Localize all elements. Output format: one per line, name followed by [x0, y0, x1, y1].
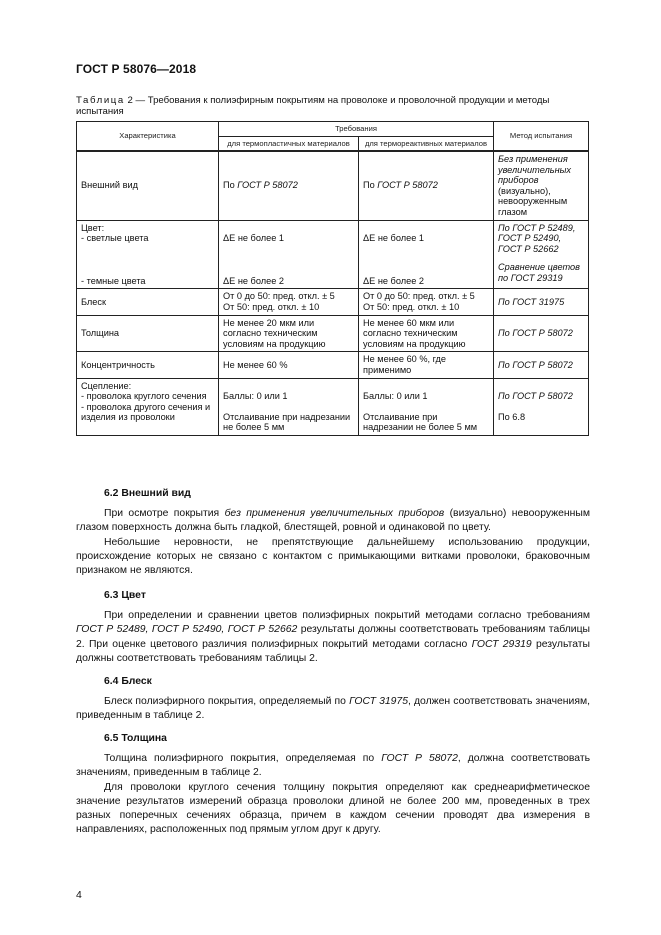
section-title: 6.4 Блеск — [104, 676, 152, 687]
text-run-italic: ГОСТ 31975 — [349, 696, 408, 708]
cell-label: Концентричность — [77, 352, 219, 378]
ref-prefix: По — [363, 180, 378, 191]
cell-req-thermoset — [359, 151, 494, 220]
text-run-italic: ГОСТ 29319 — [471, 638, 532, 650]
adhesion-other-req: Отслаивание при надрезании не более 5 мм — [223, 411, 351, 433]
text-run: , должна соответствовать значениям, приведенным в таблице 2. — [76, 753, 591, 779]
header-method: Метод испытания — [494, 122, 589, 152]
cell-req-thermoplastic — [219, 289, 359, 315]
adhesion-other-method — [498, 412, 584, 423]
gloss-req2-b: От 50: пред. откл. ± 10 — [363, 301, 460, 312]
text-run: результаты должны соответствовать требованиям таблицы 2. При оценке цветового различия полиэфирных покрытий методами согласно — [76, 624, 590, 650]
table-row-color — [77, 220, 589, 289]
text-run: результаты должны соответствовать требованиям таблицы 2. — [76, 638, 590, 664]
color-light-label: - светлые цвета — [81, 233, 149, 244]
text-run: Блеск полиэфирного покрытия, определяемый по — [104, 696, 350, 708]
color-dark-method: Сравнение цветов по ГОСТ 29319 — [498, 262, 580, 283]
adhesion-other-req2: Отслаивание при надрезании не более 5 мм — [363, 411, 478, 433]
cell-method — [494, 151, 589, 220]
text-run: При определении и сравнении цветов полиэфирных покрытий методами согласно требованиям — [104, 610, 590, 622]
text-run: При осмотре покрытия — [104, 508, 225, 520]
section-6-3 — [76, 589, 590, 666]
table-row-appearance — [77, 151, 589, 220]
color-light-method: По ГОСТ Р 52489, ГОСТ Р 52490, ГОСТ Р 52662 — [498, 222, 576, 254]
cell-req-thermoplastic — [219, 220, 359, 289]
text-run-italic: без применения увеличительных приборов — [224, 508, 445, 520]
page-number: 4 — [76, 890, 82, 901]
cell-req-thermoset: Не менее 60 мкм или согласно техническим условиям на продукцию — [359, 315, 494, 352]
gloss-req-a: От 0 до 50: пред. откл. ± 5 — [223, 291, 335, 302]
gloss-req2-a: От 0 до 50: пред. откл. ± 5 — [363, 291, 475, 302]
adhesion-round-method: По ГОСТ Р 58072 — [498, 391, 573, 402]
method-plain: (визуально), невооруженным глазом — [498, 185, 568, 217]
cell-method: По ГОСТ Р 58072 — [494, 315, 589, 352]
header-characteristic: Характеристика — [77, 122, 219, 152]
cell-req-thermoset — [359, 289, 494, 315]
standard-ref: ГОСТ Р 58072 — [237, 180, 298, 191]
table-caption — [76, 95, 591, 117]
ref-prefix: По — [223, 180, 238, 191]
adhesion-round-label: - проволока круглого сечения — [81, 391, 207, 402]
adhesion-label: Сцепление: — [81, 380, 132, 391]
text-run: (визуально) невооруженным глазом поверхность должна быть гладкой, блестящей, ровной и одинаковой по цвету. — [76, 508, 590, 534]
paragraph — [76, 695, 590, 723]
table-row-thickness — [77, 315, 589, 352]
adhesion-round-req: Баллы: 0 или 1 — [223, 391, 288, 402]
cell-method — [494, 378, 589, 435]
header-thermoplastic: для термопластичных материалов — [219, 136, 359, 151]
adhesion-round-req2: Баллы: 0 или 1 — [363, 391, 428, 402]
header-thermoset: для термореактивных материалов — [359, 136, 494, 151]
section-title: 6.5 Толщина — [104, 733, 167, 744]
table-row-adhesion — [77, 378, 589, 435]
clause-ref: 6.8 — [512, 411, 526, 422]
paragraph — [76, 752, 590, 780]
paragraph: Небольшие неровности, не препятствующие дальнейшему использованию продукции, происхождение которых не связано с контактом с примыкающими витками проволоки, браковочным признаком не являются. — [76, 536, 590, 577]
adhesion-other-label: - проволока другого сечения и изделия из проволоки — [81, 401, 211, 423]
section-6-5 — [76, 732, 590, 837]
table-caption-text: — Требования к полиэфирным покрытиям на проволоке и проволочной продукции и методы испытания — [76, 95, 550, 117]
table-header-row — [77, 122, 589, 137]
cell-method: По ГОСТ 31975 — [494, 289, 589, 315]
color-dark-req2: ΔE не более 2 — [363, 275, 424, 286]
color-dark-label: - темные цвета — [81, 275, 146, 286]
cell-req-thermoplastic: Не менее 20 мкм или согласно техническим условиям на продукцию — [219, 315, 359, 352]
requirements-table — [76, 121, 589, 436]
cell-label: Блеск — [77, 289, 219, 315]
cell-label — [77, 220, 219, 289]
color-dark-req: ΔE не более 2 — [223, 275, 284, 286]
section-6-2 — [76, 487, 590, 578]
ref-prefix: По — [498, 411, 513, 422]
cell-label: Внешний вид — [77, 151, 219, 220]
cell-req-thermoplastic — [219, 151, 359, 220]
text-run-italic: ГОСТ Р 58072 — [381, 753, 458, 765]
color-light-req: ΔE не более 1 — [223, 233, 284, 244]
cell-req-thermoplastic: Не менее 60 % — [219, 352, 359, 378]
cell-label: Толщина — [77, 315, 219, 352]
color-label: Цвет: — [81, 222, 105, 233]
header-requirements: Требования — [219, 122, 494, 137]
paragraph: Для проволоки круглого сечения толщину покрытия определяют как среднеарифметическое значение результатов измерений образца проволоки длиной не более 200 мм, проведенных в трех разных поперечных сечениях образца, причем в каждом сечении проводят два измерения в направлениях, расположенных под прямым углом друг к другу. — [76, 781, 590, 836]
cell-req-thermoset — [359, 220, 494, 289]
standard-ref: ГОСТ Р 58072 — [377, 180, 438, 191]
color-light-req2: ΔE не более 1 — [363, 233, 424, 244]
cell-req-thermoplastic — [219, 378, 359, 435]
text-run: , должен соответствовать значениям, приведенным в таблице 2. — [76, 696, 590, 722]
method-italic: Без применения увеличительных приборов — [498, 154, 572, 186]
section-title: 6.3 Цвет — [104, 590, 146, 601]
paragraph — [76, 507, 590, 535]
section-title: 6.2 Внешний вид — [104, 488, 191, 499]
section-6-4 — [76, 675, 590, 724]
cell-req-thermoset — [359, 378, 494, 435]
table-caption-lead: Таблица — [76, 95, 125, 106]
table-row-gloss — [77, 289, 589, 315]
gloss-req-b: От 50: пред. откл. ± 10 — [223, 301, 320, 312]
cell-label — [77, 378, 219, 435]
cell-req-thermoset: Не менее 60 %, где применимо — [359, 352, 494, 378]
text-run: Толщина полиэфирного покрытия, определяемая по — [104, 753, 382, 765]
cell-method — [494, 220, 589, 289]
paragraph — [76, 609, 590, 666]
document-header: ГОСТ Р 58076—2018 — [76, 62, 197, 76]
table-caption-number: 2 — [127, 95, 133, 106]
table-row-concentricity — [77, 352, 589, 378]
text-run-italic: ГОСТ Р 52489, ГОСТ Р 52490, ГОСТ Р 52662 — [76, 624, 298, 636]
cell-method: По ГОСТ Р 58072 — [494, 352, 589, 378]
